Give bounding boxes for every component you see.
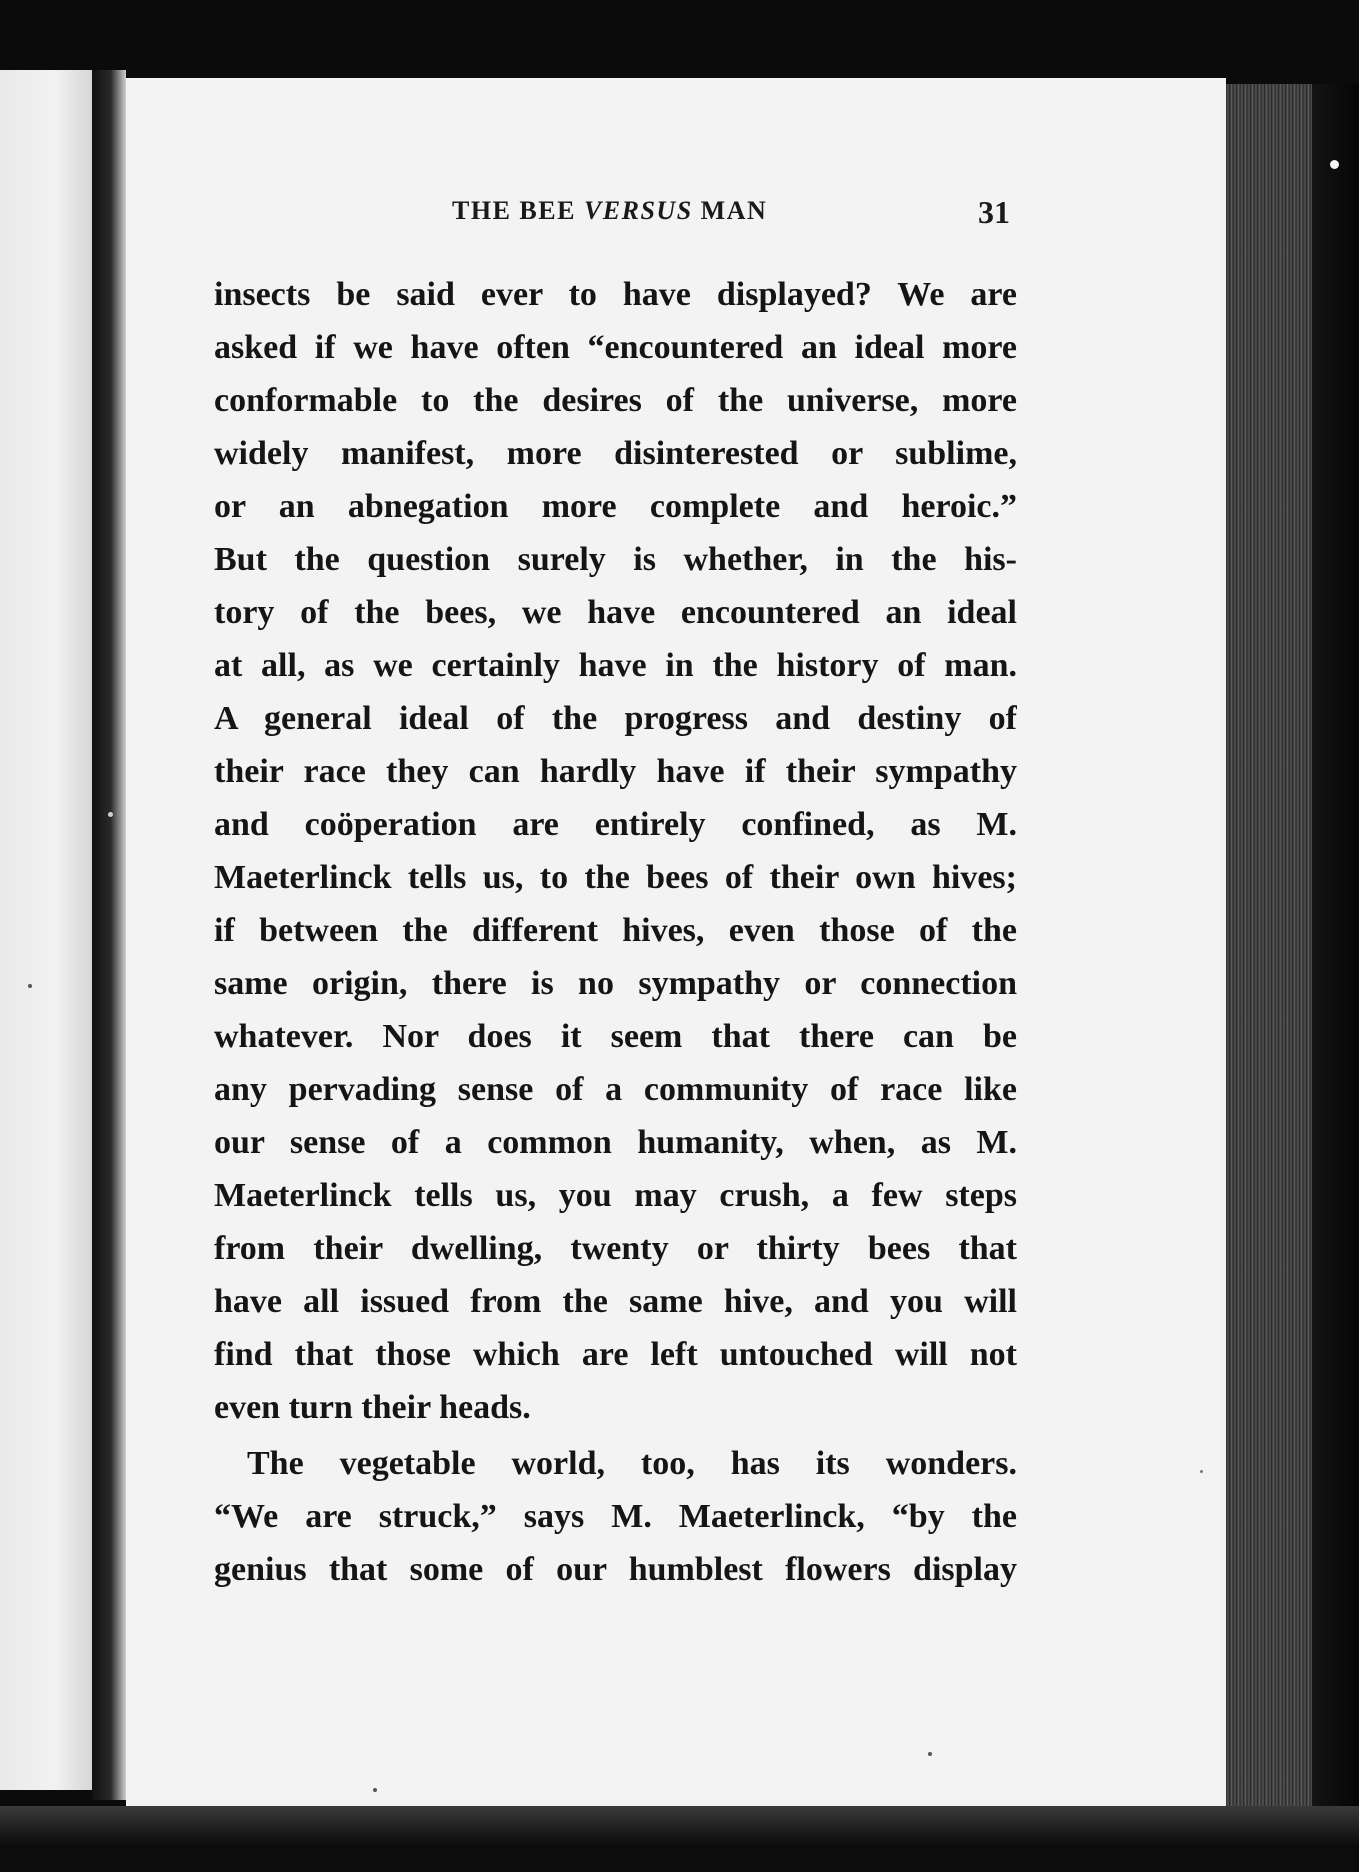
text-line: whatever. Nor does it seem that there can be [214,1018,1017,1055]
text-line: A general ideal of the progress and destiny of [214,700,1017,737]
page-number: 31 [978,194,1010,230]
text-line: But the question surely is whether, in the his- [214,541,1017,578]
bottom-shadow [0,1806,1359,1872]
body-text [214,268,1017,1596]
text-line: find that those which are left untouched will not [214,1336,1017,1373]
page-stack-edge [1226,84,1312,1824]
scan-speck [1200,1470,1203,1473]
text-line: widely manifest, more disinterested or sublime, [214,435,1017,472]
text-line: asked if we have often “encountered an ideal more [214,329,1017,366]
text-line: our sense of a common humanity, when, as M. [214,1124,1017,1161]
paragraph [214,268,1017,1434]
text-line: genius that some of our humblest flowers display [214,1551,1017,1588]
book-cover-edge [1312,84,1359,1844]
text-line: at all, as we certainly have in the history of man. [214,647,1017,684]
paragraph [214,1437,1017,1596]
scan-speck [108,812,113,817]
scan-speck [28,984,32,988]
text-line: have all issued from the same hive, and you will [214,1283,1017,1320]
text-line: Maeterlinck tells us, to the bees of their own hives; [214,859,1017,896]
text-line: and coöperation are entirely confined, as M. [214,806,1017,843]
text-line: “We are struck,” says M. Maeterlinck, “by the [214,1498,1017,1535]
text-line: if between the different hives, even those of the [214,912,1017,949]
text-line: tory of the bees, we have encountered an ideal [214,594,1017,631]
text-line: same origin, there is no sympathy or connection [214,965,1017,1002]
scan-speck [1330,160,1339,169]
gutter-shadow [92,70,126,1800]
text-line: from their dwelling, twenty or thirty bees that [214,1230,1017,1267]
text-line: their race they can hardly have if their sympathy [214,753,1017,790]
scan-speck [928,1752,932,1756]
text-line: any pervading sense of a community of race like [214,1071,1017,1108]
running-title: THE BEE VERSUS MAN [452,196,768,225]
running-head [126,196,1226,236]
text-line: The vegetable world, too, has its wonders. [247,1445,1017,1482]
text-line: or an abnegation more complete and heroic.” [214,488,1017,525]
text-line: Maeterlinck tells us, you may crush, a few steps [214,1177,1017,1214]
text-line: insects be said ever to have displayed? We are [214,276,1017,313]
text-line: conformable to the desires of the universe, more [214,382,1017,419]
text-line: even turn their heads. [214,1389,531,1426]
left-page-edge [0,70,92,1790]
scan-speck [373,1788,377,1792]
